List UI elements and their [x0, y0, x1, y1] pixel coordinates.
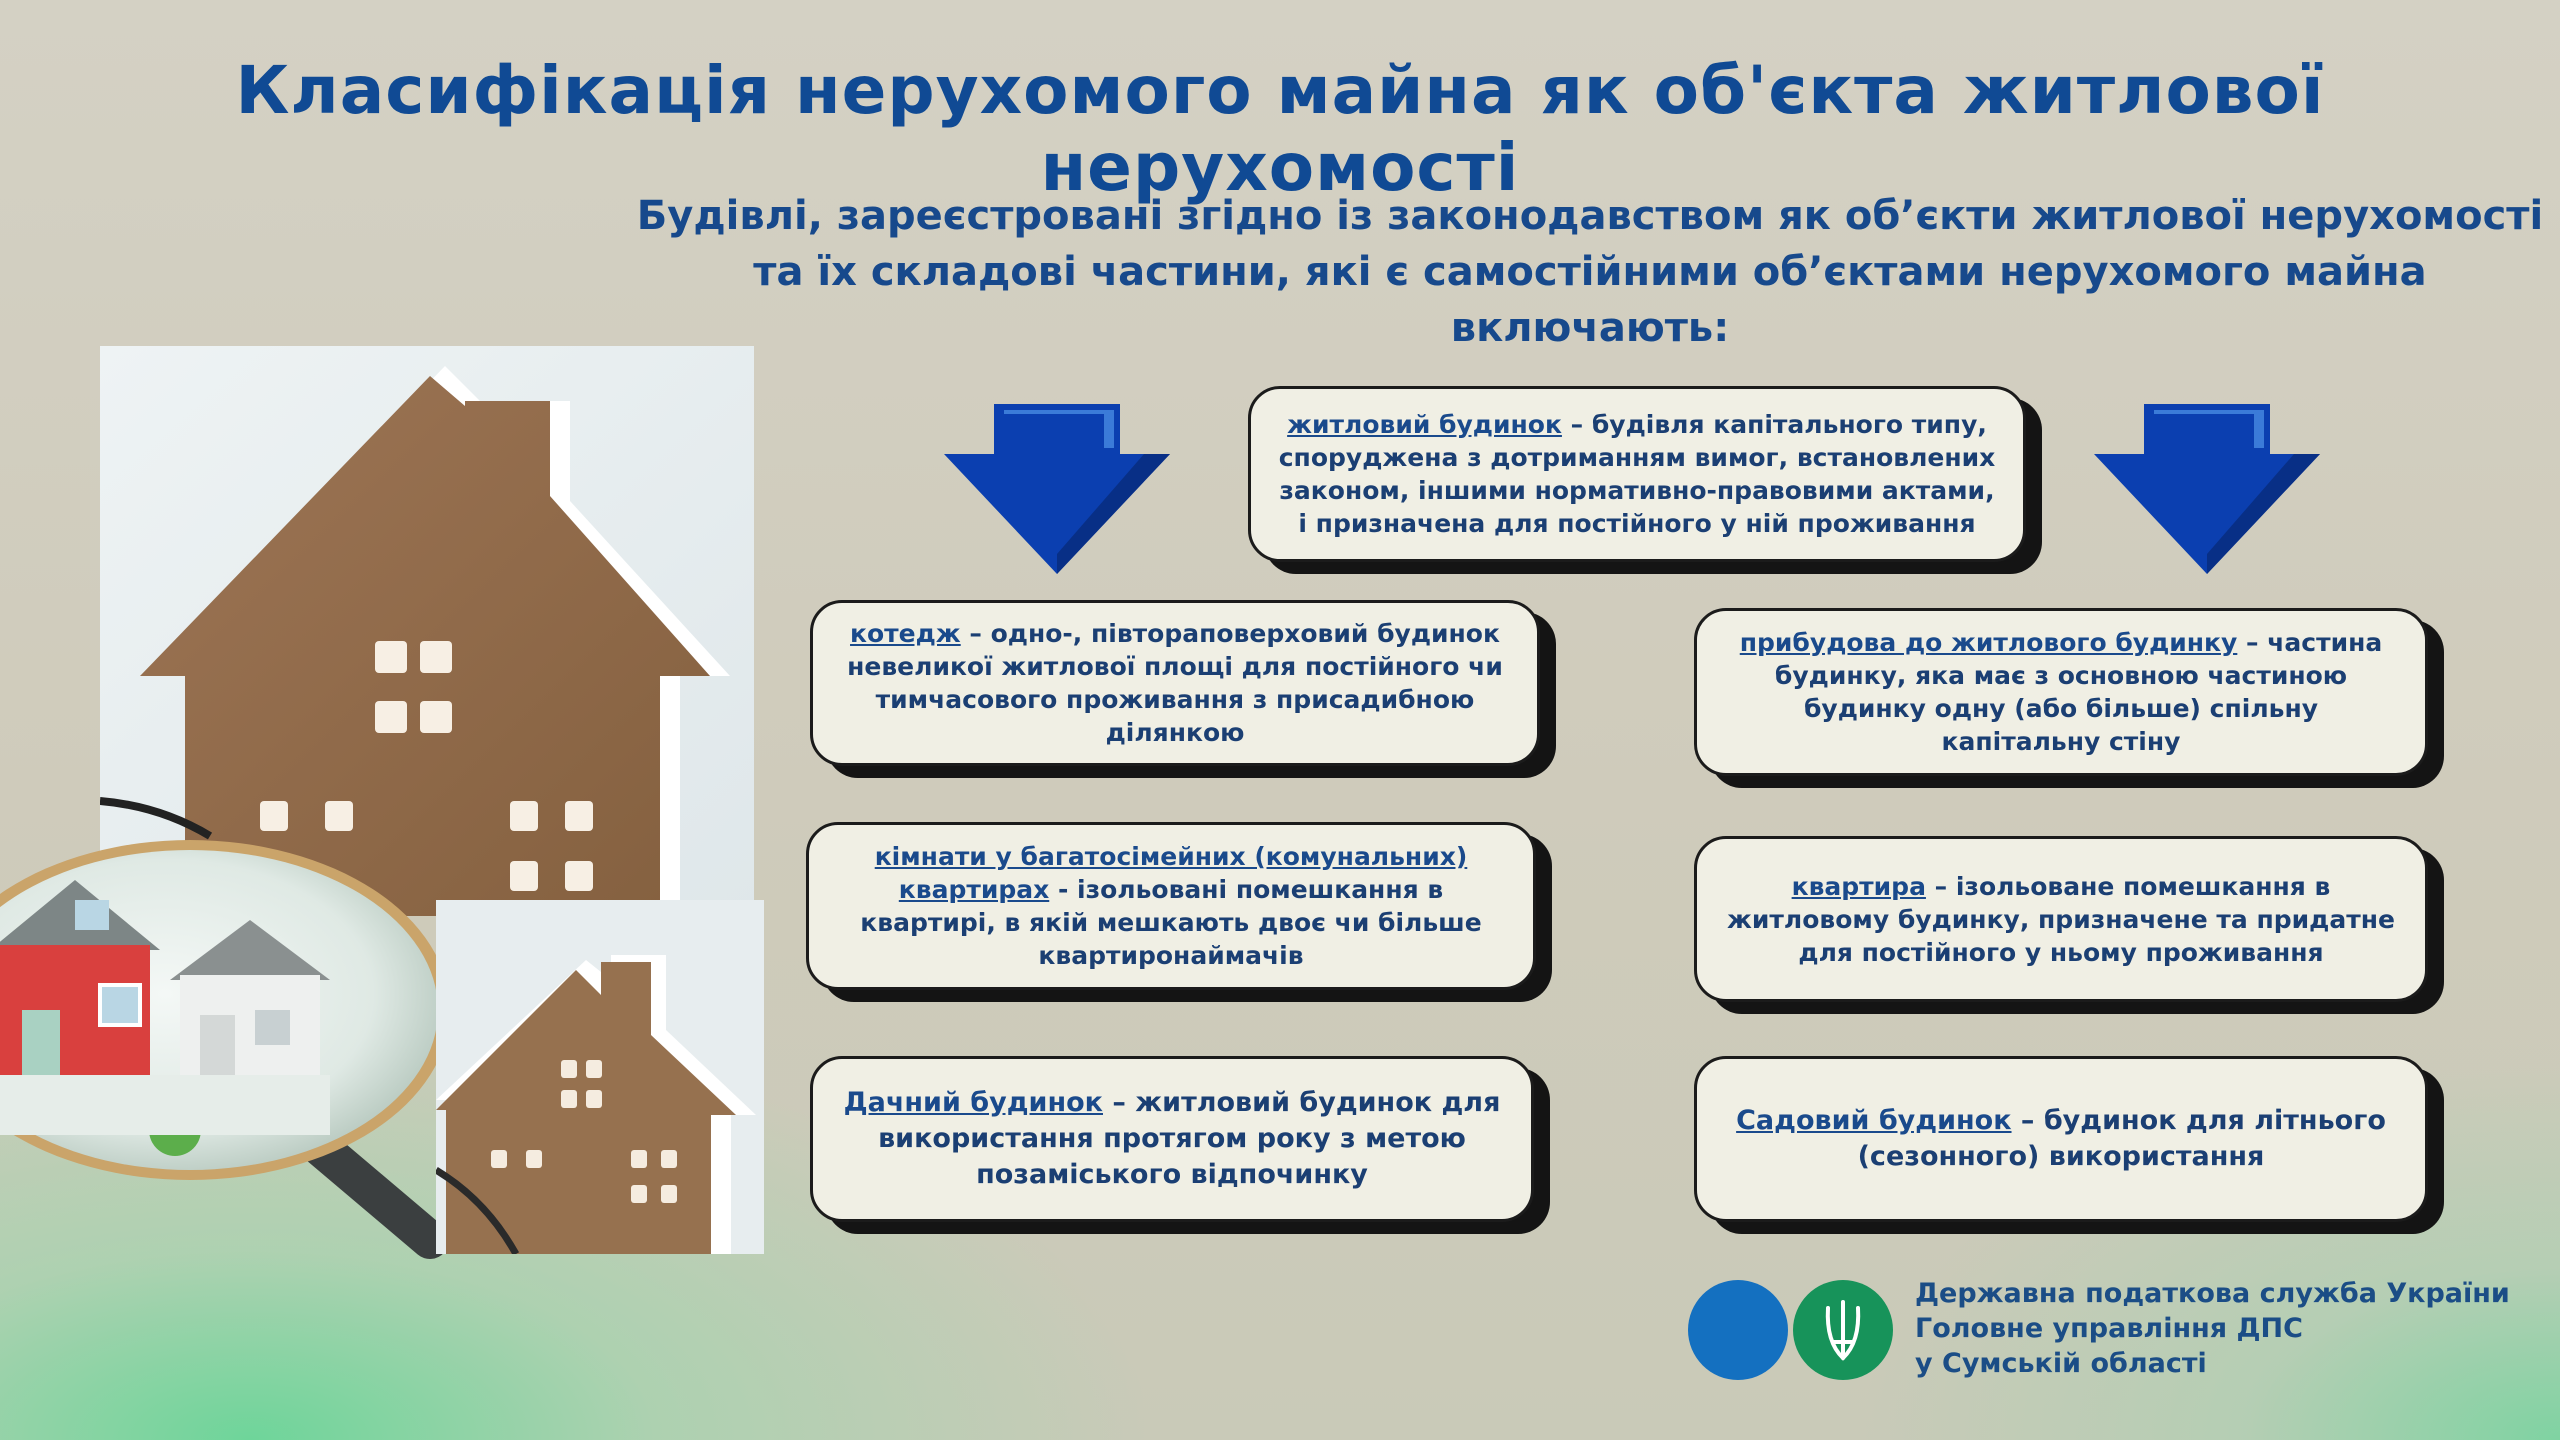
term-rooms: кімнати у багатосімейних (комунальних) квартирах	[874, 842, 1468, 904]
page-title: Класифікація нерухомого майна як об'єкта житлової нерухомості	[235, 52, 2325, 206]
definition-country-house	[810, 1056, 1534, 1222]
subtitle-line-3: включають:	[1450, 305, 1730, 351]
subtitle	[630, 188, 2550, 356]
text-rooms: - ізольовані помешкання в квартирі, в якій мешкають двоє чи більше квартиронаймачів	[860, 875, 1482, 970]
subtitle-line-1: Будівлі, зареєстровані згідно із законодавством як об’єкти житлової нерухомості	[636, 193, 2544, 239]
text-extension: – частина будинку, яка має з основною частиною будинку одну (або більше) спільну капітальну стіну	[1774, 628, 2383, 756]
term-cottage: котедж	[850, 619, 961, 648]
text-apartment: – ізольоване помешкання в житловому будинку, призначене та придатне для постійного у ньому проживання	[1727, 871, 2395, 967]
term-garden-house: Садовий будинок	[1736, 1105, 2012, 1136]
magnifier-icon	[0, 840, 470, 1260]
organization-line-1: Державна податкова служба України	[1915, 1278, 2510, 1309]
organization-name	[1915, 1276, 2555, 1381]
arrow-down-icon	[944, 404, 1170, 574]
definition-apartment	[1694, 836, 2428, 1002]
definition-garden-house	[1694, 1056, 2428, 1222]
arrow-down-icon	[2094, 404, 2320, 574]
subtitle-line-2: та їх складові частини, які є самостійними об’єктами нерухомого майна	[753, 249, 2427, 295]
trident-icon	[1688, 1280, 1918, 1380]
text-country-house: – житловий будинок для використання протягом року з метою позаміського відпочинку	[878, 1087, 1501, 1190]
organization-line-3: у Сумській області	[1915, 1348, 2207, 1379]
text-residential-house: – будівля капітального типу, споруджена з дотриманням вимог, встановлених законом, іншими нормативно-правовими актами, і призначена для постійного у ній проживання	[1278, 410, 1996, 538]
term-country-house: Дачний будинок	[843, 1087, 1103, 1118]
term-residential-house: житловий будинок	[1287, 410, 1562, 439]
text-garden-house: – будинок для літнього (сезонного) використання	[1857, 1105, 2386, 1172]
house-icon	[436, 900, 764, 1254]
organization-line-2: Головне управління ДПС	[1915, 1313, 2303, 1344]
definition-extension	[1694, 608, 2428, 776]
definition-residential-house	[1248, 386, 2026, 562]
house-icon	[100, 346, 754, 916]
definition-rooms	[806, 822, 1536, 990]
term-apartment: квартира	[1791, 871, 1926, 901]
term-extension: прибудова до житлового будинку	[1739, 628, 2238, 657]
text-cottage: – одно-, півтораповерховий будинок невеликої житлової площі для постійного чи тимчасового проживання з присадибною ділянкою	[847, 619, 1503, 747]
definition-cottage	[810, 600, 1540, 766]
